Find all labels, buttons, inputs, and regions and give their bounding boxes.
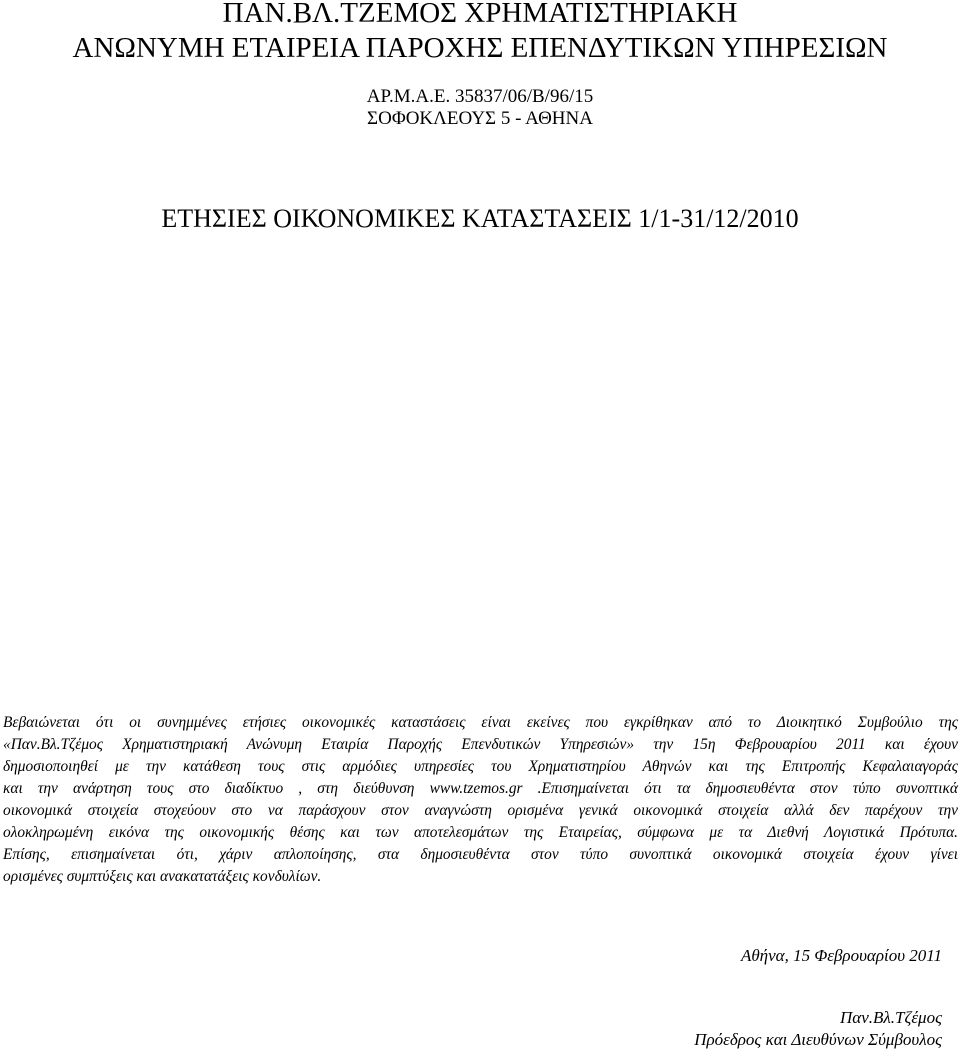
paragraph-line: οικονομικά στοιχεία στοχεύουν στο να παράσχουν στον αναγνώστη ορισμένα γενικά οικονομικά στοιχεία αλλά δεν παρέχουν την bbox=[3, 802, 958, 819]
certification-paragraph bbox=[3, 712, 958, 888]
signatory-role: Πρόεδρος και Διευθύνων Σύμβουλος bbox=[694, 1030, 942, 1049]
paragraph-line: ορισμένες συμπτύξεις και ανακατατάξεις κονδυλίων. bbox=[3, 868, 322, 885]
statements-title: ΕΤΗΣΙΕΣ ΟΙΚΟΝΟΜΙΚΕΣ ΚΑΤΑΣΤΑΣΕΙΣ 1/1-31/12/2010 bbox=[161, 204, 799, 233]
paragraph-line: δημοσιοποιηθεί με την κατάθεση τους στις αρμόδιες υπηρεσίες του Χρηματιστηρίου Αθηνών και της Επιτροπής Κεφαλαιαγοράς bbox=[3, 758, 958, 775]
company-name-line1: ΠΑΝ.ΒΛ.ΤΖΕΜΟΣ ΧΡΗΜΑΤΙΣΤΗΡΙΑΚΗ bbox=[222, 0, 738, 29]
company-address: ΣΟΦΟΚΛΕΟΥΣ 5 - ΑΘΗΝΑ bbox=[367, 108, 593, 129]
registration-number: ΑΡ.Μ.Α.Ε. 35837/06/Β/96/15 bbox=[366, 86, 594, 107]
signature-block bbox=[694, 945, 942, 1051]
paragraph-line: Βεβαιώνεται ότι οι συνημμένες ετήσιες οικονομικές καταστάσεις είναι εκείνες που εγκρίθηκαν από το Διοικητικό Συμβούλιο της bbox=[3, 714, 958, 731]
registration-block bbox=[0, 86, 960, 130]
company-name-line2: ΑΝΩΝΥΜΗ ΕΤΑΙΡΕΙΑ ΠΑΡΟΧΗΣ ΕΠΕΝΔΥΤΙΚΩΝ ΥΠΗΡΕΣΙΩΝ bbox=[72, 32, 888, 64]
signatory-name: Παν.Βλ.Τζέμος bbox=[840, 1008, 942, 1027]
paragraph-line: Επίσης, επισημαίνεται ότι, χάριν απλοποίησης, στα δημοσιευθέντα στον τύπο συνοπτικά οικονομικά στοιχεία έχουν γίνει bbox=[3, 846, 958, 863]
paragraph-line: ολοκληρωμένη εικόνα της οικονομικής θέσης και των αποτελεσμάτων της Εταιρείας, σύμφωνα με τα Διεθνή Λογιστικά Πρότυπα. bbox=[3, 824, 958, 841]
paragraph-line: «Παν.Βλ.Τζέμος Χρηματιστηριακή Ανώνυμη Εταιρία Παροχής Επενδυτικών Υπηρεσιών» την 15η Φεβρουαρίου 2011 και έχουν bbox=[3, 736, 958, 753]
company-name bbox=[0, 0, 960, 66]
paragraph-line: και την ανάρτηση τους στο διαδίκτυο , στη διεύθυνση www.tzemos.gr .Επισημαίνεται ότι τα δημοσιευθέντα στον τύπο συνοπτικά bbox=[3, 780, 958, 797]
signature-date: Αθήνα, 15 Φεβρουαρίου 2011 bbox=[740, 946, 942, 965]
